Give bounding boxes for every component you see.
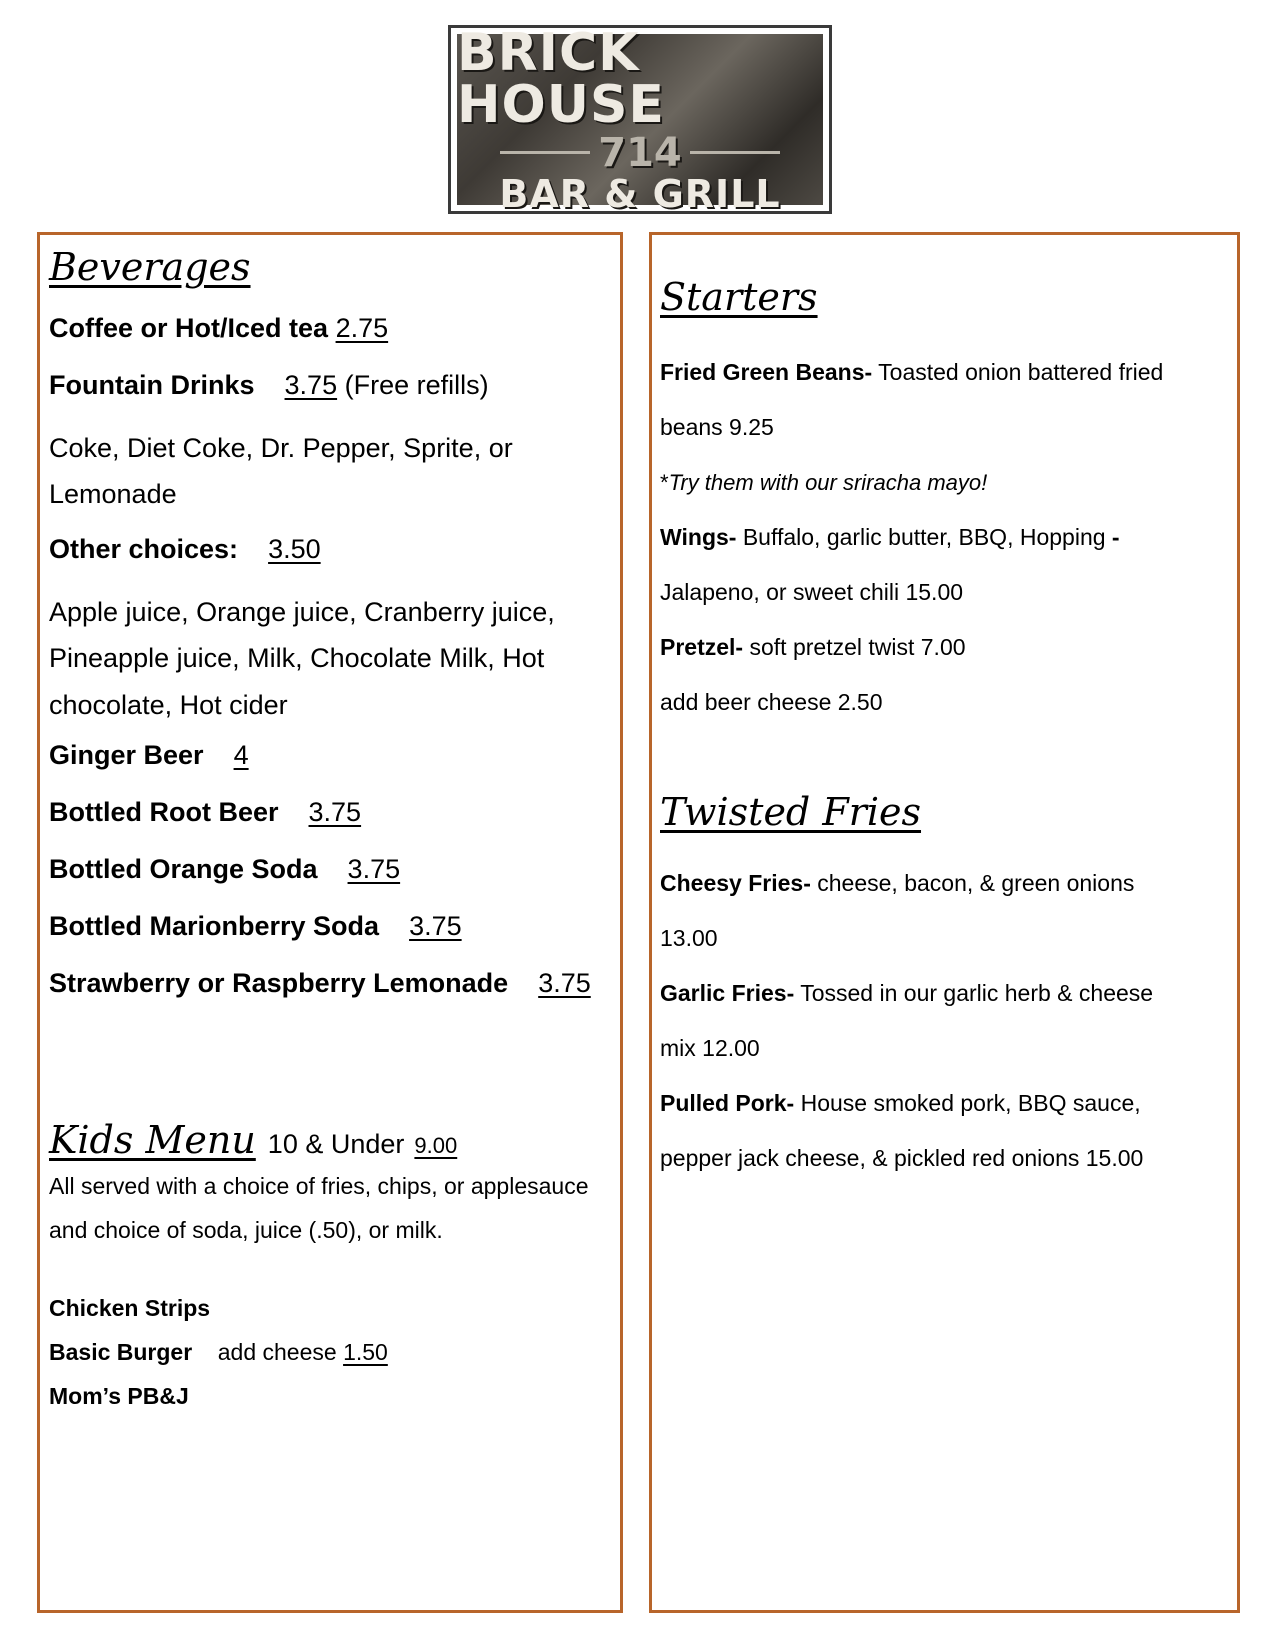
item-name: Wings- (660, 524, 737, 550)
menu-item-wings (660, 510, 1227, 565)
kids-item-basic-burger (49, 1330, 612, 1374)
item-price: 3.75 (347, 854, 401, 885)
item-name: Fountain Drinks (49, 370, 255, 400)
item-name: Bottled Orange Soda (49, 854, 318, 885)
menu-item-other (49, 532, 612, 589)
item-dash: - (1111, 524, 1120, 550)
beverages-list (49, 311, 612, 1023)
menu-item-green-beans (660, 345, 1227, 400)
kids-menu-section (49, 1118, 612, 1418)
logo-number: 714 (492, 133, 788, 173)
item-desc: Tossed in our garlic herb & cheese (800, 980, 1154, 1006)
menu-item-wings-cont: Jalapeno, or sweet chili 15.00 (660, 579, 964, 605)
menu-item-pulled-pork (660, 1076, 1227, 1131)
kids-items (49, 1286, 612, 1418)
item-price: 1.50 (343, 1339, 388, 1366)
item-desc: cheese, bacon, & green onions (817, 870, 1135, 896)
kids-note: All served with a choice of fries, chips, or applesauce and choice of soda, juice (.50), or milk. (49, 1173, 589, 1244)
menu-item-cheesy-fries-cont: 13.00 (660, 925, 718, 951)
restaurant-logo (448, 22, 832, 216)
item-name: Coffee or Hot/Iced tea (49, 313, 329, 343)
item-name: Ginger Beer (49, 740, 204, 771)
logo-subtitle: BAR & GRILL (499, 171, 781, 216)
beverages-heading: Beverages (49, 245, 251, 289)
item-name: Other choices: (49, 533, 239, 564)
note-mark: * (660, 470, 669, 495)
item-name: Pulled Pork- (660, 1090, 795, 1116)
menu-item-pretzel (660, 620, 1227, 675)
kids-age: 10 & Under (267, 1129, 405, 1160)
menu-item-ginger-beer (49, 738, 612, 795)
menu-item-marionberry-soda (49, 909, 612, 966)
starters-list (660, 345, 1227, 730)
menu-item-coffee (49, 311, 612, 368)
item-price: 3.75 (308, 797, 362, 828)
item-name: Bottled Marionberry Soda (49, 911, 380, 942)
item-desc: Toasted onion battered fried (878, 359, 1164, 385)
menu-item-fountain (49, 368, 612, 425)
logo-title: BRICK HOUSE (457, 22, 665, 135)
fries-list (660, 856, 1227, 1186)
item-name: Bottled Root Beer (49, 797, 279, 828)
item-price: 3.75 (538, 968, 591, 999)
menu-item-green-beans-cont: beans 9.25 (660, 414, 774, 440)
twisted-fries-section (660, 790, 1227, 1186)
fountain-choices: Coke, Diet Coke, Dr. Pepper, Sprite, or Lemonade (49, 433, 513, 510)
item-price: 3.50 (268, 533, 321, 564)
menu-item-root-beer (49, 795, 612, 852)
kids-menu-heading: Kids Menu (49, 1118, 256, 1163)
item-name: Mom’s PB&J (49, 1383, 189, 1410)
menu-item-lemonade (49, 966, 612, 1023)
item-name: Fried Green Beans- (660, 359, 873, 385)
item-note: (Free refills) (344, 370, 489, 400)
other-choices: Apple juice, Orange juice, Cranberry juice, Pineapple juice, Milk, Chocolate Milk, Hot chocolate, Hot cider (49, 596, 555, 720)
menu-item-pulled-pork-cont: pepper jack cheese, & pickled red onions 15.00 (660, 1145, 1144, 1171)
twisted-fries-heading: Twisted Fries (660, 790, 922, 834)
menu-item-beer-cheese: add beer cheese 2.50 (660, 689, 883, 715)
item-name: Cheesy Fries- (660, 870, 811, 896)
kids-item-pbj (49, 1374, 612, 1418)
item-name: Strawberry or Raspberry Lemonade (49, 968, 509, 999)
menu-item-garlic-fries (660, 966, 1227, 1021)
item-price: 4 (233, 740, 249, 771)
item-price: 3.75 (409, 911, 462, 942)
starters-heading: Starters (660, 275, 818, 319)
item-name: Pretzel- (660, 634, 744, 660)
logo-plaque (457, 22, 823, 216)
kids-item-chicken-strips (49, 1286, 612, 1330)
item-price: 2.75 (335, 313, 389, 343)
menu-item-cheesy-fries (660, 856, 1227, 911)
menu-item-garlic-fries-cont: mix 12.00 (660, 1035, 760, 1061)
sriracha-note (660, 455, 1227, 510)
item-name: Chicken Strips (49, 1295, 211, 1322)
kids-price: 9.00 (414, 1133, 458, 1159)
note-text: Try them with our sriracha mayo! (668, 470, 988, 495)
item-extra: add cheese (217, 1339, 337, 1366)
item-name: Garlic Fries- (660, 980, 795, 1006)
menu-item-orange-soda (49, 852, 612, 909)
right-menu-panel (649, 232, 1240, 1613)
item-name: Basic Burger (49, 1339, 193, 1366)
item-desc: soft pretzel twist 7.00 (749, 634, 966, 660)
item-price: 3.75 (284, 370, 338, 400)
left-menu-panel (37, 232, 623, 1613)
item-desc: House smoked pork, BBQ sauce, (800, 1090, 1141, 1116)
item-desc: Buffalo, garlic butter, BBQ, Hopping (742, 524, 1106, 550)
